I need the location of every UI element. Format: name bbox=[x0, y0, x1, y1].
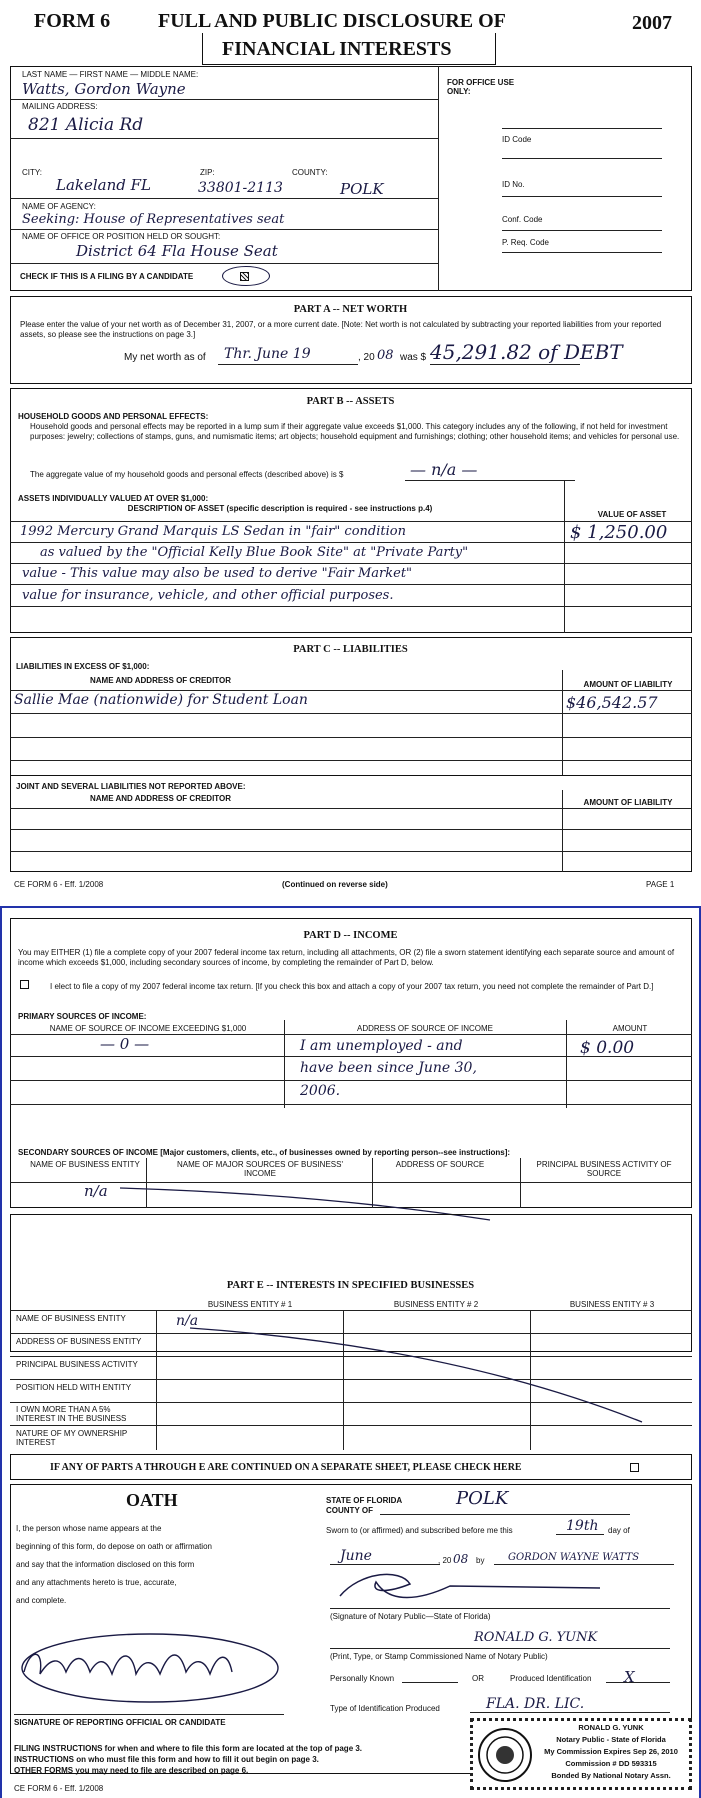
or-label: OR bbox=[472, 1674, 484, 1683]
zip-value: 33801-2113 bbox=[198, 180, 283, 196]
assets-heading: ASSETS INDIVIDUALLY VALUED AT OVER $1,000: bbox=[18, 494, 209, 503]
joint-creditor-col: NAME AND ADDRESS OF CREDITOR bbox=[90, 794, 232, 803]
primary-heading: PRIMARY SOURCES OF INCOME: bbox=[18, 1012, 147, 1021]
e-row-activity: PRINCIPAL BUSINESS ACTIVITY bbox=[16, 1360, 138, 1369]
e-row-position: POSITION HELD WITH ENTITY bbox=[16, 1383, 132, 1392]
stamp-line-4: Bonded By National Notary Assn. bbox=[551, 1771, 671, 1780]
part-e-title: PART E -- INTERESTS IN SPECIFIED BUSINESSES bbox=[226, 1280, 475, 1291]
agency-value: Seeking: House of Representatives seat bbox=[22, 212, 285, 227]
county-label: COUNTY: bbox=[292, 168, 328, 177]
e-row-name: NAME OF BUSINESS ENTITY bbox=[16, 1314, 126, 1323]
produced-id-label: Produced Identification bbox=[510, 1674, 592, 1683]
form-year: 2007 bbox=[632, 12, 672, 34]
notary-name-label: (Print, Type, or Stamp Commissioned Name of Notary Public) bbox=[330, 1652, 548, 1661]
id-type-label: Type of Identification Produced bbox=[330, 1704, 440, 1713]
asset-line-1: 1992 Mercury Grand Marquis LS Sedan in "fair" condition bbox=[20, 524, 406, 539]
stamp-line-3: Commission # DD 593315 bbox=[565, 1759, 657, 1768]
form-title-line1: FULL AND PUBLIC DISCLOSURE OF bbox=[158, 10, 506, 32]
business-entity-1-col: BUSINESS ENTITY # 1 bbox=[207, 1300, 293, 1309]
filing-line-3: OTHER FORMS you may need to file are described on page 6. bbox=[14, 1766, 249, 1775]
oath-line-5: and complete. bbox=[16, 1596, 67, 1605]
liabilities-heading: LIABILITIES IN EXCESS OF $1,000: bbox=[16, 662, 150, 671]
sworn-year: 08 bbox=[453, 1552, 469, 1566]
assets-value-col: VALUE OF ASSET bbox=[597, 510, 667, 519]
primary-name-value: — 0 — bbox=[100, 1035, 150, 1053]
elect-tax-return-label: I elect to file a copy of my 2007 federal income tax return. [If you check this box and attach a copy of your 2007 tax return, you need not complete the remainder of Part D.] bbox=[50, 982, 654, 991]
stamp-line-1: Notary Public - State of Florida bbox=[556, 1735, 666, 1744]
elect-tax-return-checkbox[interactable] bbox=[20, 980, 29, 989]
form-number: FORM 6 bbox=[34, 10, 111, 32]
page-2 bbox=[0, 908, 701, 1798]
filing-line-2: INSTRUCTIONS on who must file this form and how to fill it out begin on page 3. bbox=[14, 1755, 319, 1764]
aggregate-label: The aggregate value of my household goods and personal effects (described above) is $ bbox=[30, 470, 344, 479]
e-row-nature: NATURE OF MY OWNERSHIP INTEREST bbox=[16, 1429, 128, 1447]
secondary-col-activity: PRINCIPAL BUSINESS ACTIVITY OF SOURCE bbox=[536, 1160, 672, 1178]
continued-checkbox[interactable] bbox=[630, 1463, 639, 1472]
business-entity-2-col: BUSINESS ENTITY # 2 bbox=[393, 1300, 479, 1309]
zip-label: ZIP: bbox=[200, 168, 215, 177]
primary-amount-col: AMOUNT bbox=[612, 1024, 648, 1033]
household-heading: HOUSEHOLD GOODS AND PERSONAL EFFECTS: bbox=[18, 412, 209, 421]
notary-signature-label: (Signature of Notary Public—State of Florida) bbox=[330, 1612, 491, 1621]
county-value: POLK bbox=[340, 180, 384, 198]
secondary-heading: SECONDARY SOURCES OF INCOME [Major customers, clients, etc., of businesses owned by reporting person--see instructions]: bbox=[18, 1148, 511, 1157]
assets-description-col: DESCRIPTION OF ASSET (specific description is required - see instructions p.4) bbox=[127, 504, 433, 513]
id-type-value: FLA. DR. LIC. bbox=[486, 1696, 585, 1712]
conf-code-label: Conf. Code bbox=[502, 215, 543, 224]
page2-footer-left: CE FORM 6 - Eff. 1/2008 bbox=[14, 1784, 104, 1793]
oath-line-3: and say that the information disclosed on this form bbox=[16, 1560, 195, 1569]
sworn-day-suffix: day of bbox=[608, 1526, 630, 1535]
state-label: STATE OF FLORIDA bbox=[326, 1496, 403, 1505]
networth-value: 45,291.82 of DEBT bbox=[430, 340, 623, 364]
preq-code-label: P. Req. Code bbox=[502, 238, 549, 247]
id-code-label: ID Code bbox=[502, 135, 532, 144]
aggregate-value: — n/a — bbox=[410, 460, 478, 479]
office-label: NAME OF OFFICE OR POSITION HELD OR SOUGHT: bbox=[22, 232, 221, 241]
networth-date: Thr. June 19 bbox=[224, 346, 311, 362]
asset-line-3: value - This value may also be used to derive "Fair Market" bbox=[22, 566, 413, 581]
liabilities-amount-col: AMOUNT OF LIABILITY bbox=[583, 680, 673, 689]
part-a-instructions: Please enter the value of your net worth as of December 31, 2007, or a more current date. [Note: Net worth is not calculated by subtracting your reported liabilities from your reported assets, so please see the instructions on page 3.] bbox=[20, 320, 662, 339]
mailing-value: 821 Alicia Rd bbox=[28, 115, 144, 135]
stamp-name: RONALD G. YUNK bbox=[578, 1723, 644, 1732]
agency-label: NAME OF AGENCY: bbox=[22, 202, 96, 211]
part-c-title: PART C -- LIABILITIES bbox=[293, 644, 408, 655]
primary-address-line-2: have been since June 30, bbox=[300, 1060, 477, 1076]
joint-heading: JOINT AND SEVERAL LIABILITIES NOT REPORTED ABOVE: bbox=[16, 782, 246, 791]
notary-county-value: POLK bbox=[456, 1488, 509, 1509]
part-a-title: PART A -- NET WORTH bbox=[293, 304, 408, 315]
networth-comma: , 20 bbox=[358, 352, 375, 363]
filing-line-1: FILING INSTRUCTIONS for when and where to file this form are located at the top of page 3. bbox=[14, 1744, 363, 1753]
page1-footer-right: PAGE 1 bbox=[646, 880, 675, 889]
part-e-grid bbox=[10, 1310, 692, 1450]
sworn-by: by bbox=[476, 1556, 485, 1565]
sworn-year-prefix: , 20 bbox=[438, 1556, 452, 1565]
asset-line-2: as valued by the "Official Kelly Blue Book Site" at "Private Party" bbox=[40, 545, 469, 560]
page1-footer-mid: (Continued on reverse side) bbox=[282, 880, 388, 889]
candidate-signature bbox=[10, 1628, 280, 1708]
part-b-title: PART B -- ASSETS bbox=[306, 396, 395, 407]
notary-printed-name: RONALD G. YUNK bbox=[474, 1630, 598, 1645]
networth-was: was $ bbox=[400, 352, 427, 363]
liability-amount: $46,542.57 bbox=[566, 693, 658, 712]
asset-line-4: value for insurance, vehicle, and other official purposes. bbox=[22, 588, 394, 603]
sworn-day: 19th bbox=[566, 1518, 599, 1534]
oath-line-2: beginning of this form, do depose on oath or affirmation bbox=[16, 1542, 212, 1551]
primary-amount-value: $ 0.00 bbox=[580, 1038, 635, 1058]
business-entity-3-col: BUSINESS ENTITY # 3 bbox=[569, 1300, 655, 1309]
secondary-value: n/a bbox=[84, 1182, 108, 1200]
mailing-label: MAILING ADDRESS: bbox=[22, 102, 98, 111]
primary-name-col: NAME OF SOURCE OF INCOME EXCEEDING $1,000 bbox=[49, 1024, 247, 1033]
oath-title: OATH bbox=[126, 1490, 178, 1510]
networth-year: 08 bbox=[377, 348, 394, 363]
primary-address-col: ADDRESS OF SOURCE OF INCOME bbox=[356, 1024, 493, 1033]
candidate-check-label: CHECK IF THIS IS A FILING BY A CANDIDATE bbox=[20, 272, 194, 281]
part-d-title: PART D -- INCOME bbox=[303, 930, 398, 941]
secondary-col-entity: NAME OF BUSINESS ENTITY bbox=[30, 1160, 140, 1169]
asset-value: $ 1,250.00 bbox=[570, 522, 668, 543]
city-label: CITY: bbox=[22, 168, 43, 177]
e-strike-line bbox=[190, 1326, 650, 1426]
e-value: n/a bbox=[176, 1313, 199, 1329]
notary-stamp bbox=[470, 1718, 692, 1790]
primary-address-line-1: I am unemployed - and bbox=[300, 1038, 463, 1054]
oath-line-1: I, the person whose name appears at the bbox=[16, 1524, 162, 1533]
liabilities-creditor-col: NAME AND ADDRESS OF CREDITOR bbox=[90, 676, 232, 685]
office-value: District 64 Fla House Seat bbox=[76, 242, 278, 260]
name-label: LAST NAME — FIRST NAME — MIDDLE NAME: bbox=[22, 70, 199, 79]
secondary-col-address: ADDRESS OF SOURCE bbox=[395, 1160, 485, 1169]
part-d-instructions: You may EITHER (1) file a complete copy of your 2007 federal income tax return, including all attachments, OR (2) file a sworn statement identifying each separate source and amount of income which exceeds $1,000, including secondary sources of income, by completing the remainder of Part D, below. bbox=[18, 948, 675, 967]
continued-label: IF ANY OF PARTS A THROUGH E ARE CONTINUED ON A SEPARATE SHEET, PLEASE CHECK HERE bbox=[50, 1462, 522, 1473]
office-use-label: FOR OFFICE USE ONLY: bbox=[447, 78, 515, 96]
id-no-label: ID No. bbox=[502, 180, 525, 189]
part-c-box bbox=[10, 637, 692, 872]
sworn-month: June bbox=[340, 1548, 372, 1564]
household-instructions: Household goods and personal effects may be reported in a lump sum if their aggregate value exceeds $1,000. This category includes any of the following, if not held for investment purposes: jewelry; collections of stamps, guns, and numismatic items; art objects; household equipment and furnishings; clothing; other household items; and vehicles for personal use. bbox=[30, 422, 680, 441]
page1-footer-left: CE FORM 6 - Eff. 1/2008 bbox=[14, 880, 104, 889]
candidate-circle-mark bbox=[222, 266, 270, 286]
joint-amount-col: AMOUNT OF LIABILITY bbox=[583, 798, 673, 807]
e-row-interest: I OWN MORE THAN A 5% INTEREST IN THE BUSINESS bbox=[16, 1405, 127, 1423]
notary-signature bbox=[330, 1564, 610, 1606]
produced-id-mark: X bbox=[624, 1668, 635, 1686]
e-row-address: ADDRESS OF BUSINESS ENTITY bbox=[16, 1337, 142, 1346]
signature-label: SIGNATURE OF REPORTING OFFICIAL OR CANDIDATE bbox=[14, 1718, 226, 1727]
networth-prefix: My net worth as of bbox=[124, 352, 206, 363]
personally-known-label: Personally Known bbox=[330, 1674, 395, 1683]
form-title-line2: FINANCIAL INTERESTS bbox=[222, 38, 452, 60]
name-value: Watts, Gordon Wayne bbox=[22, 80, 186, 98]
sworn-name: GORDON WAYNE WATTS bbox=[508, 1552, 640, 1563]
notary-seal-icon bbox=[477, 1727, 533, 1783]
stamp-line-2: My Commission Expires Sep 26, 2010 bbox=[544, 1747, 678, 1756]
liability-line: Sallie Mae (nationwide) for Student Loan bbox=[14, 692, 308, 708]
sworn-prefix: Sworn to (or affirmed) and subscribed before me this bbox=[326, 1526, 513, 1535]
primary-address-line-3: 2006. bbox=[300, 1083, 341, 1099]
city-value: Lakeland FL bbox=[56, 176, 152, 194]
secondary-col-sources: NAME OF MAJOR SOURCES OF BUSINESS' INCOME bbox=[177, 1160, 343, 1178]
oath-line-4: and any attachments hereto is true, accurate, bbox=[16, 1578, 177, 1587]
county-of-label: COUNTY OF bbox=[326, 1506, 373, 1515]
